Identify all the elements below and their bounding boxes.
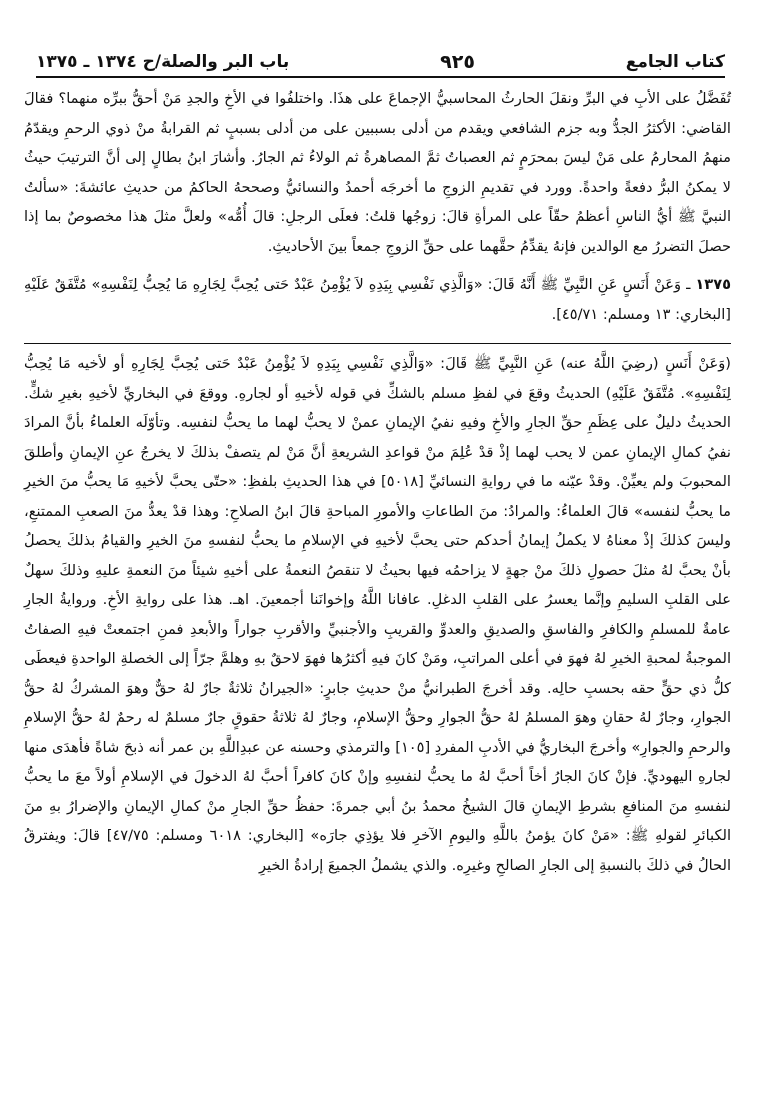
hadith-text: ـ وَعَنْ أَنَسٍ عَنِ النَّبِيِّ ﷺ أَنَّهُ قَالَ: «وَالَّذِي نَفْسِي بِيَدِهِ لاَ يُؤْمِنُ عَبْدٌ حَتى يُحِبَّ لِجَارِهِ مَا يُحِبُّ لِنَفْسِهِ» مُتَّفَقٌ عَلَيْهِ [البخاري: ١٣ ومسلم: ٤٥/٧١]. [24,276,731,323]
intro-paragraph: تُفَضَّلُ على الأبِ في البرِّ ونقلَ الحارثُ المحاسبيُّ الإجماعَ على هذَا. واختلفُوا في الأخِ والجدِ مَنْ أحقُّ ببرِّه منهما؟ فقالَ القاضي: الأكثرُ الجدُّ وبه جزم الشافعي ويقدم من أدلى بسببين على من أدلى بسببٍ ثم القرابةُ منْ ذوي الرحمِ ويقدّمُ منهمُ المحارمُ على مَنْ ليسَ بمحرَمٍ ثم العصباتُ ثمَّ المصاهرةُ ثم الولاءُ ثم الجارُ. وأشارَ ابنُ بطالٍ إلى أنَّ الترتيبَ حيثُ لا يمكنُ البرُّ دفعةً واحدةً. وورد في تقديمِ الزوجِ ما أخرجَه أحمدُ والنسائيُّ وصححهُ الحاكمُ من حديثِ عائشةَ: «سألتُ النبيَّ ﷺ أيُّ الناسِ أعظمُ حقّاً على المرأةِ قالَ: زوجُها قلتُ: فعلَى الرجلِ: قالَ أُمُّه» ولعلَّ مثلَ هذا مخصوصٌ بما إذا حصلَ التضررُ مع الوالدين فإنهُ يقدِّمُ حقَّهما على حقِّ الزوجِ جمعاً بينَ الأحاديثِ. [24,90,731,255]
hadith-number: ١٣٧٥ [695,276,732,293]
running-header [36,44,725,78]
chapter-title: باب البر والصلة/ح ١٣٧٤ ـ ١٣٧٥ [36,52,290,72]
page-body [24,84,731,1101]
page-number: ٩٢٥ [440,51,475,73]
commentary-paragraph: (وَعَنْ أَنَسٍ (رضِيَ اللَّهُ عنه) عَنِ النَّبِيِّ ﷺ قَالَ: «وَالَّذِي نَفْسِي بِيَدِهِ لاَ يُؤْمِنُ عَبْدٌ حَتى يُحِبَّ لِجَارِهِ أو لأخيه مَا يُحِبُّ لِنَفْسِهِ». مُتَّفَقٌ عَلَيْهِ) الحديثُ وقعَ في لفظِ مسلم بالشكِّ في قوله لأخيهِ أو لجارهِ. ووقعَ في البخاريِّ لأخيهِ بغيرِ شكٍّ. الحديثُ دليلٌ على عِظَمِ حقِّ الجارِ والأخِ وفيهِ نفيُ الإيمانِ عمنْ لا يحبُّ لهما ما يحبُّ لنفسِه. وتأوّلَه العلماءُ بأنَّ المرادَ نفيُ كمالِ الإيمانِ عمن لا يحب لهما إذْ قدْ عُلِمَ منْ قواعدِ الشريعةِ أنَّ مَنْ لم يتصفْ بذلكَ لا يخرجُ عنِ الإيمانِ وأطلقَ المحبوبَ ولم يعيِّنْ. وقدْ عيّنه ما في روايةِ النسائيِّ [٥٠١٨] في هذا الحديثِ بلفظِ: «حتّى يحبَّ لأخيهِ مَا يحبُّ منَ الخيرِ ما يحبُّ لنفسه» قالَ العلماءُ: والمرادُ: منَ الطاعاتِ والأمورِ المباحةِ قالَ ابنُ الصلاحِ: وهذا قدْ يعدُّ منَ الصعبِ الممتنعِ، وليسَ كذلكَ إذْ معناهُ لا يكملُ إيمانُ أحدكم حتى يحبَّ لأخيهِ في الإسلامِ ما يحبُّ لنفسهِ منَ الخيرِ والقيامُ بذلكَ يحصلُ بأنْ يحبَّ لهُ مثلَ حصولِ ذلكَ منْ جهةٍ لا يزاحمُه فيها بحيثُ لا تنقصُ النعمةُ على أخيهِ شيئاً منَ النعمةِ عليهِ وذلكَ سهلٌ على القلبِ السليمِ وإنَّما يعسرُ على القلبِ الدغلِ. عافانا اللَّهُ وإخوانَنا أجمعينَ. اهـ. هذا على روايةِ الأخِ. وروايةُ الجارِ عامةٌ للمسلمِ والكافرِ والفاسقِ والصديقِ والعدوِّ والقريبِ والأجنبيِّ والأقربِ جواراً والأبعدِ فمنِ اجتمعتْ فيهِ الصفاتُ الموجبةُ لمحبةِ الخيرِ لهُ فهوَ في أعلى المراتبِ، ومَنْ كانَ فيهِ أكثرُها فهوَ لاحقٌ بهِ وهلمَّ جرّاً إلى الخصلةِ الواحدةِ فيعطَى كلُّ ذي حقٍّ حقه بحسبِ حالِه. وقد أخرجَ الطبرانيُّ منْ حديثِ جابرٍ: «الجيرانُ ثلاثةٌ جارٌ لهُ حقٌّ وهوَ المشركُ لهُ حقُّ الجوارِ، وجارٌ لهُ حقانِ وهوَ المسلمُ لهُ حقُّ الجوارِ وحقُّ الإسلامِ، وجارٌ لهُ ثلاثةُ حقوقٍ جارٌ مسلمٌ له رحمٌ لهُ حقُّ الإسلامِ والرحمِ والجوارِ» وأخرجَ البخاريُّ في الأدبِ المفردِ [١٠٥] والترمذي وحسنه عن عبدِاللَّهِ بن عمر أنه ذبحَ شاةً فأهدَى منها لجارهِ اليهوديِّ. فإنْ كانَ الجارُ أخاً أحبَّ لهُ ما يحبُّ لنفسِهِ وإنْ كانَ كافراً أحبَّ لهُ الدخولَ في الإسلامِ أولاً معَ ما يحبُّ لنفسهِ منَ المنافعِ بشرطِ الإيمانِ قالَ الشيخُ محمدُ بنُ أبي جمرةَ: حفظُ حقِّ الجارِ منْ كمالِ الإيمانِ والإضرارُ بهِ منَ الكبائرِ لقولهِ ﷺ: «مَنْ كانَ يؤمنُ باللَّهِ واليومِ الآخرِ فلا يؤذِي جارَه» [البخاري: ٦٠١٨ ومسلم: ٤٧/٧٥] قالَ: ويفترقُ الحالُ في ذلكَ بالنسبةِ إلى الجارِ الصالحِ وغيرِه. والذي يشملُ الجميعَ إرادةُ الخيرِ [24,355,732,874]
hadith-block [24,270,731,344]
book-title: كتاب الجامع [625,52,725,72]
